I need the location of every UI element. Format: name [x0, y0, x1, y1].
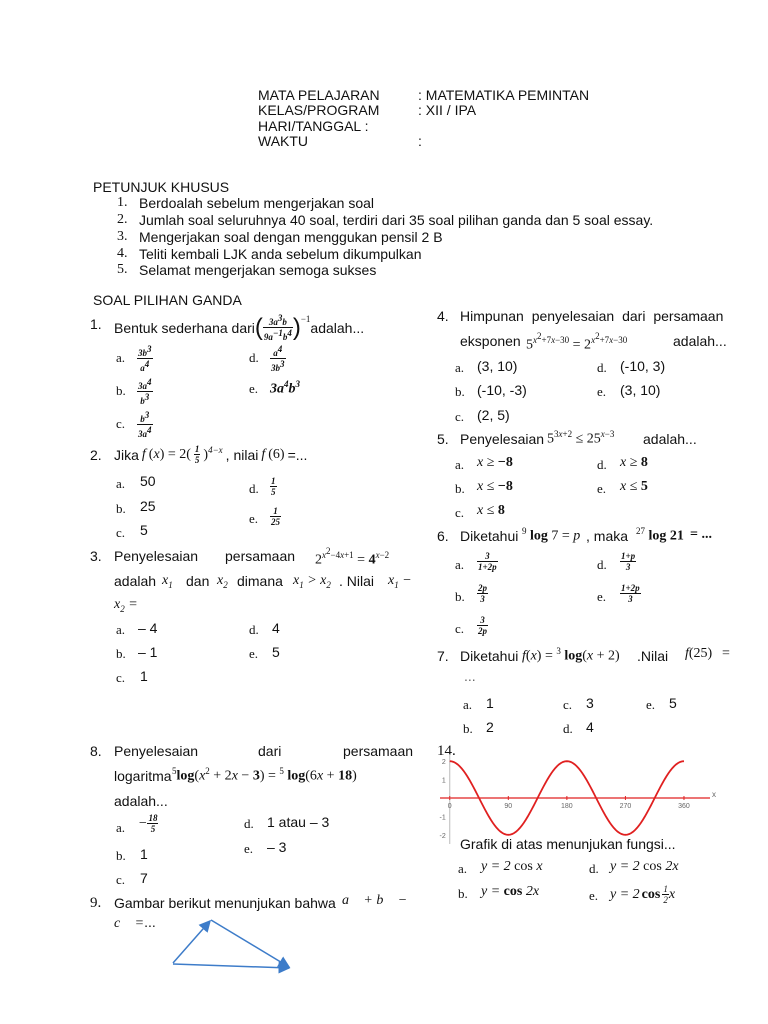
- header-label-time: WAKTU: [258, 133, 309, 149]
- q8-opt-c-label: c.: [116, 872, 126, 887]
- q7-function: f(x) = $^3$ log(x + 2): [522, 646, 620, 664]
- q7-opt-c-label: c.: [563, 697, 573, 712]
- section-title: SOAL PILIHAN GANDA: [93, 292, 242, 308]
- q4-opt-b-value: (-10, -3): [477, 382, 527, 398]
- graph-x-tick-label: 0: [447, 803, 452, 810]
- q7-mid: .Nilai: [637, 648, 669, 664]
- q6-opt-e-value: $\frac{1+2p}{3}$: [621, 583, 640, 604]
- q8-word-persamaan: persamaan: [343, 743, 414, 759]
- q7-pre: Diketahui: [460, 648, 519, 664]
- q6-pre: Diketahui: [460, 528, 519, 544]
- q1-opt-c-value: $\frac{b^3}{3a^4}$: [138, 410, 152, 439]
- q5-opt-e-value: x ≤ 5: [620, 479, 648, 494]
- q9-vector-expr-1: a⃗ + b⃗ −: [342, 893, 408, 908]
- q6-opt-c-label: c.: [455, 621, 465, 636]
- vector-arrow-a: [173, 921, 210, 963]
- q6-target: $^{27}$ log 21: [636, 526, 684, 544]
- q1-opt-b-value: $\frac{3a^4}{b^3}$: [138, 377, 152, 406]
- q7-opt-a-label: a.: [463, 697, 473, 712]
- q5-opt-e-label: e.: [597, 481, 607, 496]
- q4-opt-b-label: b.: [455, 384, 465, 399]
- q1-post: adalah...: [310, 319, 365, 336]
- q3-opt-b-label: b.: [116, 646, 126, 661]
- q5-post: adalah...: [643, 431, 697, 447]
- q7-cont: ...: [464, 668, 476, 684]
- q8-word-dari: dari: [258, 743, 282, 759]
- q4-opt-a-label: a.: [455, 360, 465, 375]
- q2-number: 2.: [90, 447, 102, 463]
- q2-opt-c-value: 5: [140, 522, 148, 538]
- q8-word-penyelesaian: Penyelesaian: [114, 743, 199, 759]
- q7-opt-c-value: 3: [586, 695, 594, 711]
- vector-arrow-b: [211, 920, 289, 967]
- q4-opt-c-label: c.: [455, 409, 465, 424]
- q4-pre: eksponen: [460, 333, 521, 349]
- q4-opt-d-value: (-10, 3): [620, 358, 666, 374]
- q2-fraction: $\frac{1}{5}$: [194, 444, 200, 465]
- header-value-subject: : MATEMATIKA PEMINTAN: [418, 87, 590, 103]
- q5-opt-b-value: x ≤ −8: [477, 479, 513, 494]
- q4-line1: Himpunan penyelesaian dari persamaan: [460, 308, 724, 324]
- q6-opt-d-label: d.: [597, 557, 607, 572]
- q8-opt-d-value: 1 atau – 3: [267, 814, 330, 830]
- instructions-title: PETUNJUK KHUSUS: [93, 179, 230, 195]
- cosine-graph: [439, 752, 716, 844]
- q1-opt-c-label: c.: [116, 416, 126, 431]
- q3-x2: $x_2$: [217, 573, 228, 590]
- q3-expr-part2: $x_2$ =: [114, 597, 138, 614]
- q14-opt-b-value: y = cos 2x: [481, 884, 540, 899]
- q14-opt-a-value: y = 2 cos x: [481, 859, 543, 874]
- q1-stem: [114, 313, 364, 342]
- q8-line2-pre: logaritma: [114, 768, 172, 784]
- q2-opt-a-label: a.: [116, 476, 126, 491]
- instruction-text-2: Jumlah soal seluruhnya 40 soal, terdiri dari 35 soal pilihan ganda dan 5 soal essay.: [139, 212, 654, 228]
- q8-opt-d-label: d.: [244, 816, 254, 831]
- q2-stem: Jika f (x) = 2( $\frac{1}{5}$ )$^{4-x}$ , nilai f (6) =...: [114, 444, 308, 465]
- q3-equation: $2^{x^2-4x+1} = 4^{x-2}$: [315, 546, 390, 568]
- q3-word-adalah: adalah: [114, 573, 157, 589]
- instruction-num-2: 2.: [117, 212, 128, 227]
- q3-word-penyelesaian: Penyelesaian: [114, 548, 199, 564]
- q2-function: f: [141, 446, 146, 462]
- q1-opt-d-label: d.: [249, 350, 259, 365]
- instruction-text-4: Teliti kembali LJK anda sebelum dikumpulkan: [139, 246, 422, 262]
- q1-paren-open: (: [254, 313, 263, 341]
- q7-opt-e-label: e.: [646, 697, 656, 712]
- instruction-num-3: 3.: [117, 229, 128, 244]
- q3-opt-b-value: – 1: [138, 644, 158, 660]
- vector-arrow-c: [173, 964, 289, 968]
- q7-opt-b-label: b.: [463, 721, 473, 736]
- q1-opt-a-label: a.: [116, 350, 126, 365]
- q4-opt-d-label: d.: [597, 360, 607, 375]
- q1-fraction: $\frac{3a^3b}{9a^{-1}b^4}$: [263, 313, 292, 342]
- q8-number: 8.: [90, 743, 102, 759]
- q1-paren-close: ): [292, 313, 301, 341]
- q1-opt-e-label: e.: [249, 381, 259, 396]
- q3-opt-a-label: a.: [116, 622, 126, 637]
- q7-number: 7.: [437, 648, 449, 664]
- q2-pre: Jika: [114, 446, 139, 463]
- q3-word-persamaan: persamaan: [225, 548, 296, 564]
- header-label-class: KELAS/PROGRAM: [258, 102, 380, 118]
- q2-opt-e-value: $\frac{1}{25}$: [271, 506, 280, 527]
- q2-opt-b-label: b.: [116, 501, 126, 516]
- q8-opt-e-label: e.: [244, 841, 254, 856]
- graph-y-tick-label: -1: [439, 814, 446, 822]
- q9-pre: Gambar berikut menunjukan bahwa: [114, 895, 336, 911]
- graph-y-tick-label: 1: [441, 777, 446, 785]
- q7-opt-d-label: d.: [563, 721, 573, 736]
- q3-expr-part1: $x_1$ −: [388, 573, 412, 590]
- q14-opt-e-value: y = 2 cos $\frac{1}{2}$ x: [610, 884, 676, 905]
- q3-opt-e-label: e.: [249, 646, 259, 661]
- graph-y-tick-label: -2: [439, 832, 446, 840]
- q5-opt-d-value: x ≥ 8: [620, 455, 648, 470]
- q6-number: 6.: [437, 528, 449, 544]
- q6-given: $^9$ log 7 = p: [522, 526, 581, 544]
- q9-number: 9.: [90, 895, 102, 911]
- q3-word-nilai: . Nilai: [339, 573, 375, 589]
- q7-post: =: [722, 646, 730, 661]
- q14-opt-d-value: y = 2 cos 2x: [610, 859, 679, 874]
- header-value-time: :: [418, 133, 422, 149]
- q8-opt-e-value: – 3: [267, 839, 287, 855]
- q3-condition: $x_1 > x_2$: [293, 573, 331, 590]
- q3-x1: $x_1$: [162, 573, 173, 590]
- q7-opt-d-value: 4: [586, 719, 594, 735]
- q5-opt-c-value: x ≤ 8: [477, 503, 505, 518]
- instruction-num-4: 4.: [117, 246, 128, 261]
- q6-opt-b-value: $\frac{2p}{3}$: [478, 583, 487, 604]
- q3-opt-d-label: d.: [249, 622, 259, 637]
- q3-number: 3.: [90, 548, 102, 564]
- q1-exponent: −1: [300, 313, 311, 324]
- q8-opt-b-label: b.: [116, 848, 126, 863]
- q14-opt-d-label: d.: [589, 861, 599, 876]
- q14-opt-a-label: a.: [458, 861, 468, 876]
- q5-number: 5.: [437, 431, 449, 447]
- graph-x-tick-label: 360: [678, 803, 690, 810]
- q3-opt-e-value: 5: [272, 644, 280, 660]
- q14-caption: Grafik di atas menunjukan fungsi...: [460, 836, 676, 852]
- q3-opt-c-value: 1: [140, 668, 148, 684]
- q3-word-dan: dan: [186, 573, 210, 589]
- q5-pre: Penyelesaian: [460, 431, 545, 447]
- graph-y-tick-label: 2: [441, 759, 446, 767]
- graph-x-tick-label: 90: [504, 803, 513, 810]
- q1-opt-a-value: $\frac{3b^3}{a^4}$: [138, 344, 152, 373]
- q2-opt-d-label: d.: [249, 481, 259, 496]
- q2-mid: , nilai: [225, 446, 259, 463]
- q2-opt-e-label: e.: [249, 511, 259, 526]
- instruction-num-5: 5.: [117, 262, 128, 277]
- header-label-date: HARI/TANGGAL :: [258, 118, 369, 134]
- instruction-num-1: 1.: [117, 195, 128, 210]
- q5-opt-a-value: x ≥ −8: [477, 455, 513, 470]
- q4-equation: $5^{x^2+7x-30} = 2^{x^2+7x-30}$: [526, 331, 628, 353]
- q4-opt-e-label: e.: [597, 384, 607, 399]
- graph-x-axis-label: x: [711, 790, 716, 799]
- q6-mid: , maka: [586, 528, 629, 544]
- q6-post: = ...: [690, 527, 712, 542]
- q3-opt-a-value: – 4: [138, 620, 158, 636]
- q2-opt-d-value: $\frac{1}{5}$: [271, 476, 276, 497]
- q9-vector-expr-2: c⃗ =...: [114, 914, 156, 931]
- q8-opt-b-value: 1: [140, 846, 148, 862]
- q3-opt-d-value: 4: [272, 620, 280, 636]
- q8-opt-a-value: − $\frac{18}{5}$: [138, 813, 158, 834]
- q1-opt-d-value: $\frac{a^4}{3b^3}$: [271, 344, 285, 373]
- q3-opt-c-label: c.: [116, 670, 126, 685]
- instruction-text-3: Mengerjakan soal dengan menggukan pensil 2 B: [139, 229, 443, 245]
- q14-number: 14.: [437, 743, 456, 759]
- q8-opt-c-value: 7: [140, 870, 148, 886]
- q2-post: =...: [287, 446, 308, 463]
- q6-opt-c-value: $\frac{3}{2p}$: [478, 615, 487, 636]
- q5-opt-d-label: d.: [597, 457, 607, 472]
- q2-opt-b-value: 25: [140, 498, 156, 514]
- q2-opt-c-label: c.: [116, 525, 126, 540]
- q4-number: 4.: [437, 308, 449, 324]
- q8-equation: $^5\log(x^2 + 2x - 3) = ^5$ log(6x + 18): [172, 766, 357, 784]
- q7-target: f(25): [685, 646, 713, 661]
- q5-opt-c-label: c.: [455, 505, 465, 520]
- q2-opt-a-value: 50: [140, 473, 156, 489]
- q1-number: 1.: [90, 316, 102, 332]
- q1-opt-b-label: b.: [116, 383, 126, 398]
- q6-opt-a-label: a.: [455, 557, 465, 572]
- instruction-text-1: Berdoalah sebelum mengerjakan soal: [139, 195, 375, 211]
- vector-triangle-diagram: [165, 915, 300, 975]
- q4-opt-a-value: (3, 10): [477, 358, 518, 374]
- q6-opt-a-value: $\frac{3}{1+2p}$: [478, 551, 497, 572]
- q5-opt-a-label: a.: [455, 457, 465, 472]
- q14-opt-e-label: e.: [589, 888, 599, 903]
- header-value-class: : XII / IPA: [418, 102, 477, 118]
- q1-opt-e-value: $3a^4b^3$: [270, 379, 300, 397]
- q7-opt-e-value: 5: [669, 695, 677, 711]
- q6-opt-d-value: $\frac{1+p}{3}$: [621, 551, 636, 572]
- q6-opt-b-label: b.: [455, 589, 465, 604]
- q14-opt-b-label: b.: [458, 886, 468, 901]
- q4-opt-c-value: (2, 5): [477, 407, 510, 423]
- instruction-text-5: Selamat mengerjakan semoga sukses: [139, 262, 377, 278]
- q5-opt-b-label: b.: [455, 481, 465, 496]
- q1-pre: Bentuk sederhana dari: [114, 319, 255, 336]
- q3-word-dimana: dimana: [237, 573, 283, 589]
- graph-x-tick-label: 270: [619, 803, 632, 810]
- q8-opt-a-label: a.: [116, 820, 126, 835]
- q7-opt-b-value: 2: [486, 719, 494, 735]
- q7-opt-a-value: 1: [486, 695, 494, 711]
- graph-x-tick-label: 180: [561, 803, 573, 810]
- q6-opt-e-label: e.: [597, 589, 607, 604]
- q5-inequality: $5^{3x+2} \le 25^{x-3}$: [547, 429, 615, 447]
- header-label-subject: MATA PELAJARAN: [258, 87, 380, 103]
- q4-opt-e-value: (3, 10): [620, 382, 661, 398]
- q4-post: adalah...: [673, 333, 727, 349]
- graph-ticks: [440, 759, 690, 840]
- q8-line3: adalah...: [114, 793, 168, 809]
